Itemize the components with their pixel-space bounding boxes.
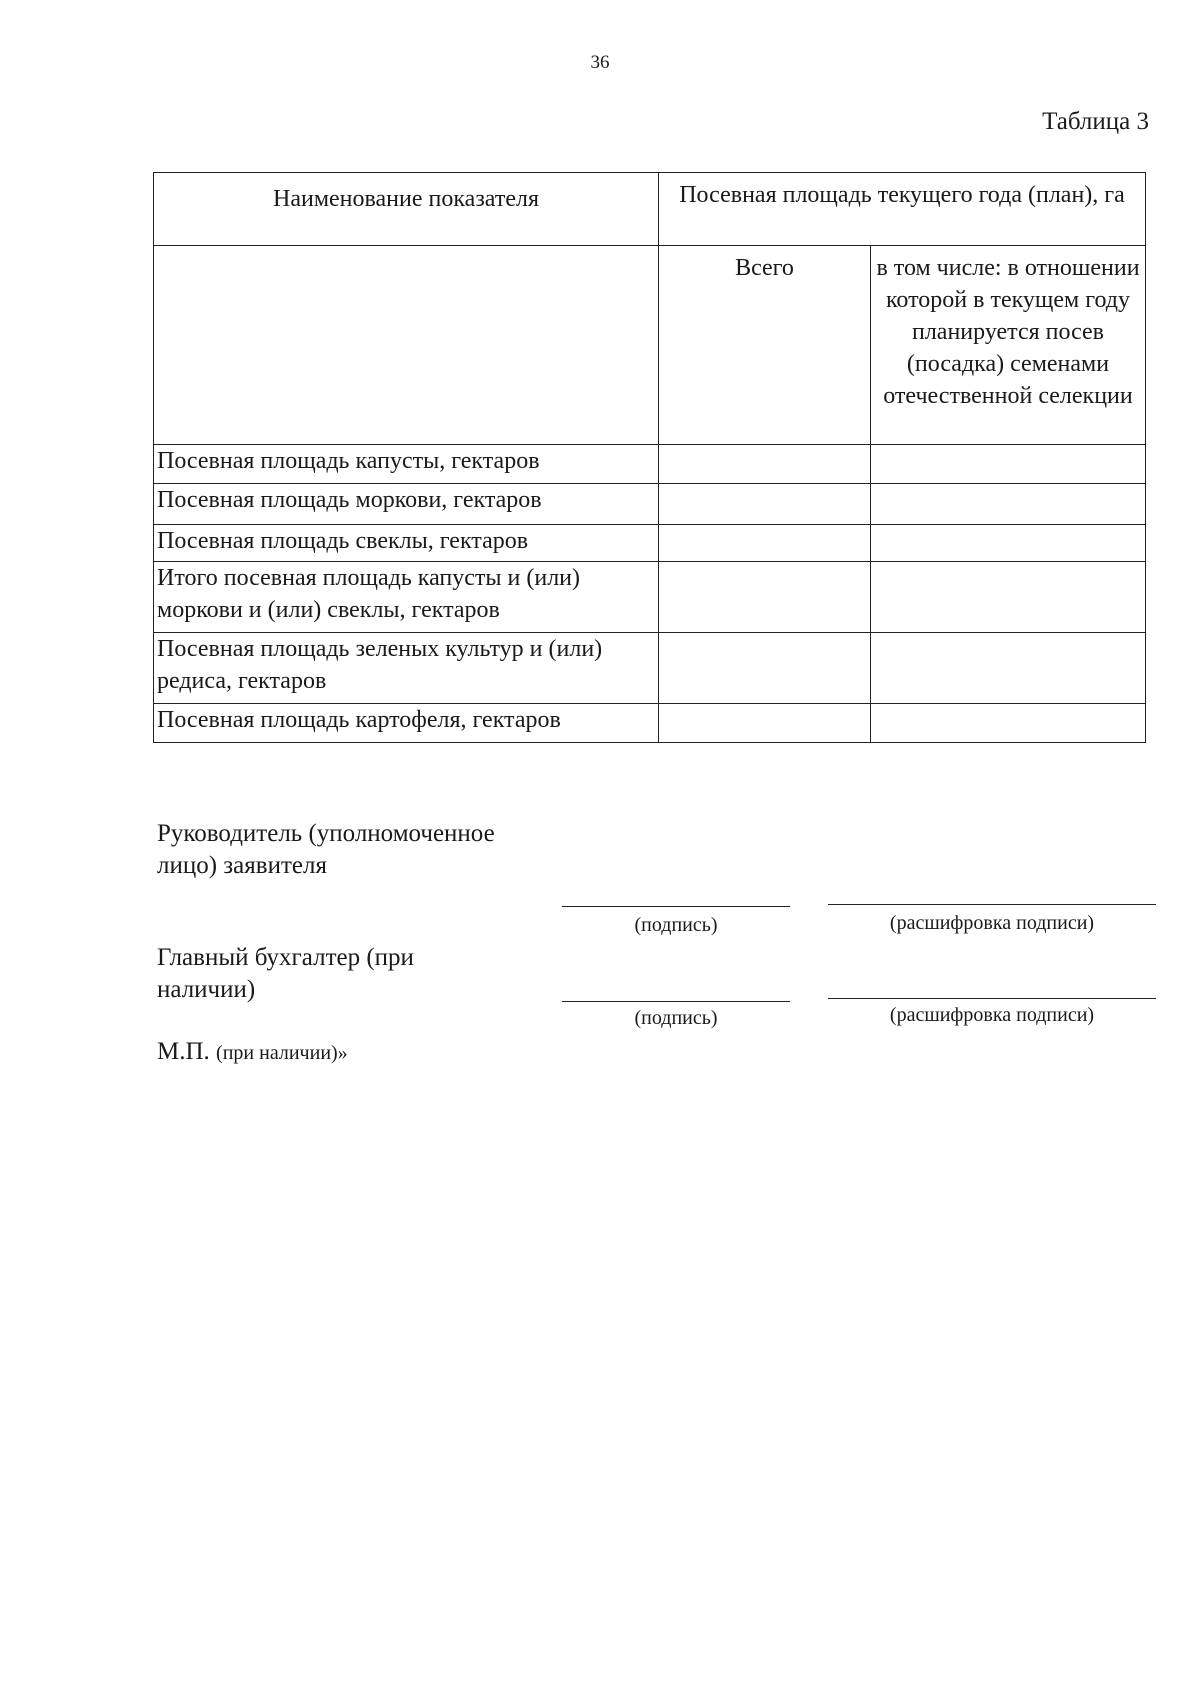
head-decoding-line[interactable]	[828, 904, 1156, 905]
cell-total-cabbage[interactable]	[659, 445, 871, 484]
table-row	[154, 704, 1146, 743]
row-label-cabbage: Посевная площадь капусты, гектаров	[154, 445, 659, 484]
indicators-table	[153, 172, 1146, 743]
head-title: Руководитель (уполномоченное лицо) заявителя	[157, 820, 495, 879]
accountant-decoding-caption: (расшифровка подписи)	[889, 1004, 1095, 1026]
cell-total-greens[interactable]	[659, 633, 871, 704]
stamp-label: М.П.	[157, 1038, 210, 1065]
row-label-beet: Посевная площадь свеклы, гектаров	[154, 525, 659, 562]
accountant-decoding-line[interactable]	[828, 998, 1156, 999]
header-sown-area-group: Посевная площадь текущего года (план), га	[659, 173, 1146, 246]
head-signature-line[interactable]	[562, 906, 790, 907]
accountant-signature-caption: (подпись)	[634, 1007, 718, 1029]
stamp-note: (при наличии)»	[216, 1042, 348, 1064]
head-decoding-caption: (расшифровка подписи)	[889, 912, 1095, 934]
cell-domestic-sum[interactable]	[871, 562, 1146, 633]
cell-domestic-greens[interactable]	[871, 633, 1146, 704]
header-indicator-name: Наименование показателя	[154, 173, 659, 246]
row-label-greens-radish: Посевная площадь зеленых культур и (или) редиса, гектаров	[154, 633, 659, 704]
stamp-line	[157, 1038, 348, 1066]
table-row	[154, 525, 1146, 562]
header-empty-cell	[154, 246, 659, 445]
row-label-potato: Посевная площадь картофеля, гектаров	[154, 704, 659, 743]
cell-total-sum[interactable]	[659, 562, 871, 633]
table-row	[154, 445, 1146, 484]
row-label-total-cabbage-carrot-beet: Итого посевная площадь капусты и (или) моркови и (или) свеклы, гектаров	[154, 562, 659, 633]
table-caption: Таблица 3	[1042, 108, 1149, 135]
table-row	[154, 562, 1146, 633]
cell-total-potato[interactable]	[659, 704, 871, 743]
table-subheader-row	[154, 246, 1146, 445]
table-header-row	[154, 173, 1146, 246]
head-signature-caption: (подпись)	[634, 914, 718, 936]
cell-domestic-beet[interactable]	[871, 525, 1146, 562]
table-row	[154, 633, 1146, 704]
cell-domestic-cabbage[interactable]	[871, 445, 1146, 484]
page-number: 36	[590, 52, 610, 73]
table-row	[154, 484, 1146, 525]
cell-total-carrot[interactable]	[659, 484, 871, 525]
row-label-carrot: Посевная площадь моркови, гектаров	[154, 484, 659, 525]
header-total: Всего	[659, 246, 871, 445]
header-domestic-selection: в том числе: в отношении которой в текущем году планируется посев (посадка) семенами отечественной селекции	[871, 246, 1146, 445]
cell-domestic-carrot[interactable]	[871, 484, 1146, 525]
accountant-title: Главный бухгалтер (при наличии)	[157, 944, 414, 1003]
cell-domestic-potato[interactable]	[871, 704, 1146, 743]
accountant-signature-line[interactable]	[562, 1001, 790, 1002]
cell-total-beet[interactable]	[659, 525, 871, 562]
